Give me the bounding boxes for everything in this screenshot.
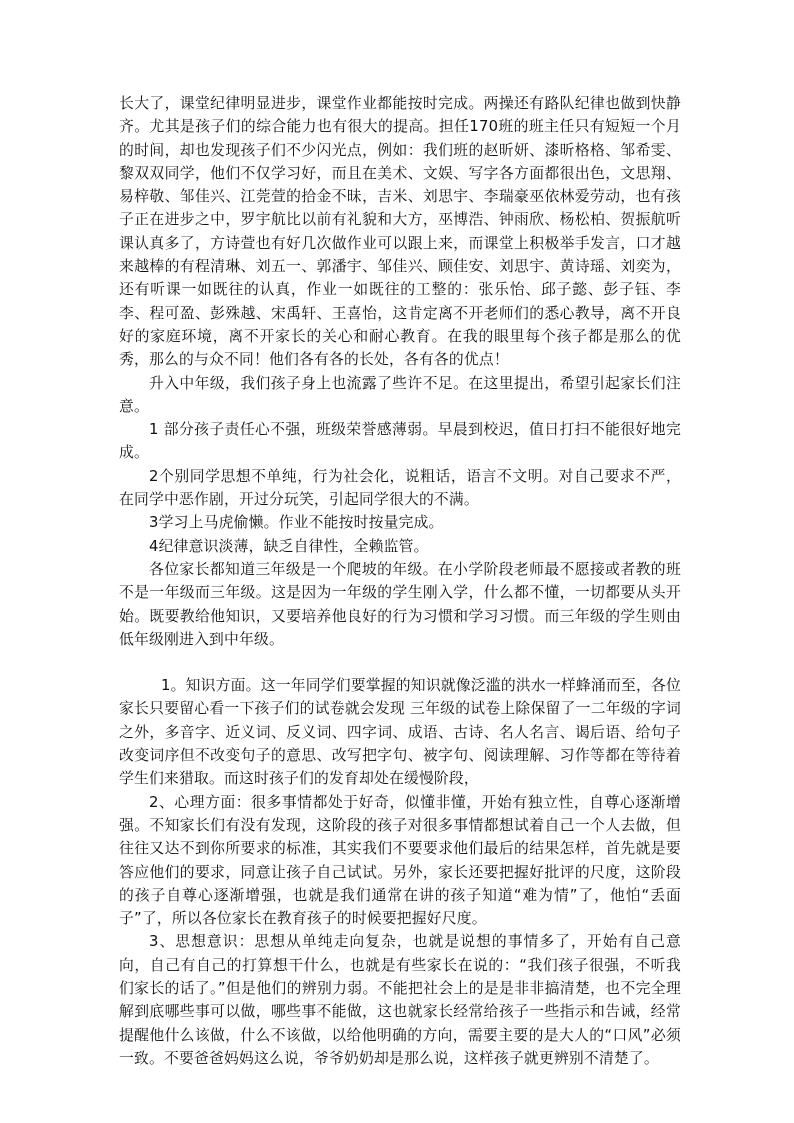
blank-line <box>119 651 681 674</box>
paragraph-shortcoming-4: 4纪律意识淡薄，缺乏自律性，全赖监管。 <box>149 537 429 555</box>
document-page <box>119 92 681 1070</box>
paragraph-grade-three-intro: 各位家长都知道三年级是一个爬坡的年级。在小学阶段老师最不愿接或者教的班不是一年级而三年级。这是因为一年级的学生刚入学，什么都不懂，一切都要从头开始。既要教给他知识，又要培养他良好的行为习惯和学习习惯。而三年级的学生则由低年级刚进入到中年级。 <box>119 560 681 648</box>
paragraph-psychology-aspect: 2、心理方面：很多事情都处于好奇，似懂非懂，开始有独立性，自尊心逐渐增强。不知家长们有没有发现，这阶段的孩子对很多事情都想试着自己一个人去做，但往往又达不到你所要求的标准，其实我们不要要求他们最后的结果怎样，首先就是要答应他们的要求，同意让孩子自己试试。另外，家长还要把握好批评的尺度，这阶段的孩子自尊心逐渐增强，也就是我们通常在讲的孩子知道“难为情”了，他怕“丢面子”了，所以各位家长在教育孩子的时候要把握好尺度。 <box>119 793 681 928</box>
paragraph-student-highlights: 长大了，课堂纪律明显进步，课堂作业都能按时完成。两操还有路队纪律也做到快静齐。尤其是孩子们的综合能力也有很大的提高。担任170班的班主任只有短短一个月的时间，却也发现孩子们不少闪光点，例如：我们班的赵昕妍、漆昕格格、邹希雯、黎双双同学，他们不仅学习好，而且在美术、文娱、写字各方面都很出色，文思翔、易梓敬、邹佳兴、江莞萱的拾金不昧，吉米、刘思宇、李瑞豪巫依林爱劳动，也有孩子正在进步之中，罗宇航比以前有礼貌和大方，巫博浩、钟雨欣、杨松柏、贺振航听课认真多了，方诗萱也有好几次做作业可以跟上来，而课堂上积极举手发言，口才越来越棒的有程清琳、刘五一、郭潘宇、邹佳兴、顾佳安、刘思宇、黄诗瑶、刘奕为，还有听课一如既往的认真，作业一如既往的工整的：张乐怡、邱子懿、彭子钰、李李、程可盈、彭殊越、宋禹轩、王喜怡，这肯定离不开老师们的悉心教导，离不开良好的家庭环境，离不开家长的关心和耐心教育。在我的眼里每个孩子都是那么的优秀，那么的与众不同！他们各有各的长处，各有各的优点！ <box>119 95 681 369</box>
paragraph-shortcoming-3: 3学习上马虎偷懒。作业不能按时按量完成。 <box>149 514 444 532</box>
paragraph-shortcomings-intro: 升入中年级，我们孩子身上也流露了些许不足。在这里提出，希望引起家长们注意。 <box>119 374 681 415</box>
paragraph-thinking-aspect: 3、思想意识：思想从单纯走向复杂，也就是说想的事情多了，开始有自己意向，自己有自己的打算想干什么，也就是有些家长在说的：“我们孩子很强，不听我们家长的话了。”但是他们的辨别力弱。不能把社会上的是是非非搞清楚，也不完全理解到底哪些事可以做，哪些事不能做，这也就家长经常给孩子一些指示和告诫，经常提醒他什么该做，什么不该做，以给他明确的方向，需要主要的是大人的“口风”必须一致。不要爸爸妈妈这么说，爷爷奶奶却是那么说，这样孩子就更辨别不清楚了。 <box>119 933 681 1067</box>
paragraph-shortcoming-2: 2个别同学思想不单纯，行为社会化，说粗话，语言不文明。对自己要求不严，在同学中恶作剧，开过分玩笑，引起同学很大的不满。 <box>119 467 681 509</box>
paragraph-shortcoming-1: 1 部分孩子责任心不强，班级荣誉感薄弱。早晨到校迟，值日打扫不能很好地完成。 <box>119 421 681 462</box>
paragraph-knowledge-aspect: 1。知识方面。这一年同学们要掌握的知识就像泛滥的洪水一样蜂涌而至，各位家长只要留心看一下孩子们的试卷就会发现 三年级的试卷上除保留了一二年级的字词之外，多音字、近义词、反义词、四字词、成语、古诗、名人名言、谒后语、给句子改变词序但不改变句子的意思、改写把字句、被字句、阅读理解、习作等都在等待着学生们来猎取。而这时孩子们的发育却处在缓慢阶段， <box>119 677 681 788</box>
